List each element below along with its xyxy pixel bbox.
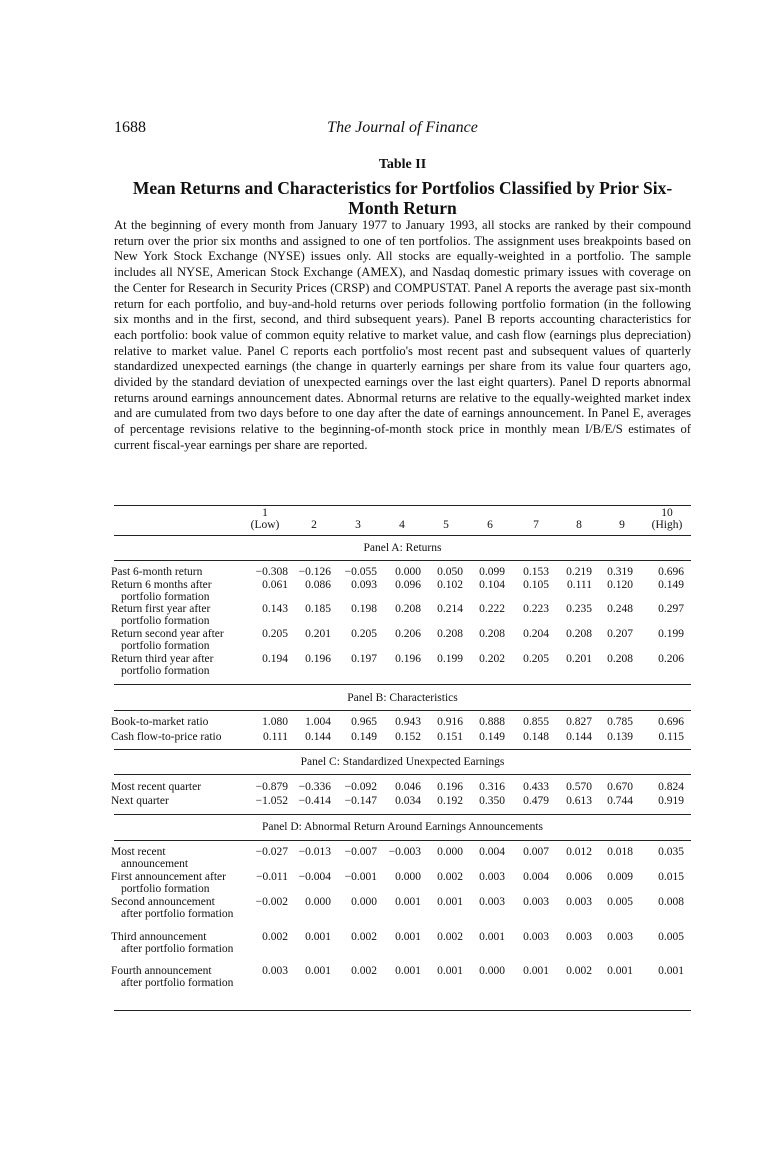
table-cell: 0.035 bbox=[658, 846, 684, 858]
table-cell: 0.208 bbox=[566, 628, 592, 640]
table-cell: 0.102 bbox=[437, 579, 463, 591]
table-cell: 0.316 bbox=[479, 781, 505, 793]
table-cell: 0.222 bbox=[479, 603, 505, 615]
table-cell: 0.000 bbox=[479, 965, 505, 977]
table-cell: 0.350 bbox=[479, 795, 505, 807]
table-cell: 0.696 bbox=[658, 566, 684, 578]
table-cell: 0.297 bbox=[658, 603, 684, 615]
column-number: 1 bbox=[262, 507, 268, 519]
table-cell: 0.006 bbox=[566, 871, 592, 883]
table-cell: 0.248 bbox=[607, 603, 633, 615]
column-header bbox=[240, 507, 290, 531]
table-cell: 0.115 bbox=[658, 731, 684, 743]
table-cell: 0.319 bbox=[607, 566, 633, 578]
table-cell: 0.149 bbox=[351, 731, 377, 743]
table-cell: 0.670 bbox=[607, 781, 633, 793]
table-cell: 0.001 bbox=[305, 931, 331, 943]
row-label-line: Most recent bbox=[111, 846, 166, 858]
column-number: 10 bbox=[661, 507, 673, 519]
table-cell: 0.001 bbox=[479, 931, 505, 943]
table-cell: −0.007 bbox=[344, 846, 377, 858]
row-label-continuation: announcement bbox=[121, 857, 189, 870]
table-cell: −0.001 bbox=[344, 871, 377, 883]
row-label-continuation: portfolio formation bbox=[121, 590, 210, 603]
table-cell: 0.148 bbox=[523, 731, 549, 743]
column-header bbox=[642, 507, 692, 531]
table-cell: 1.080 bbox=[262, 716, 288, 728]
row-label-line: Past 6-month return bbox=[111, 566, 203, 578]
table-cell: 0.061 bbox=[262, 579, 288, 591]
table-cell: 0.192 bbox=[437, 795, 463, 807]
table-cell: 0.196 bbox=[395, 653, 421, 665]
table-cell: 0.000 bbox=[437, 846, 463, 858]
table-cell: 0.204 bbox=[523, 628, 549, 640]
row-label-continuation: after portfolio formation bbox=[121, 976, 234, 989]
table-cell: 0.235 bbox=[566, 603, 592, 615]
panel-title: Panel D: Abnormal Return Around Earnings Announcements bbox=[261, 821, 544, 833]
table-cell: 0.205 bbox=[262, 628, 288, 640]
table-cell: 0.208 bbox=[607, 653, 633, 665]
row-label-continuation: portfolio formation bbox=[121, 664, 210, 677]
table-cell: 0.001 bbox=[607, 965, 633, 977]
table-cell: 0.003 bbox=[566, 931, 592, 943]
column-header bbox=[597, 507, 647, 531]
panel-title: Panel A: Returns bbox=[363, 542, 442, 554]
table-cell: 0.000 bbox=[395, 566, 421, 578]
column-header bbox=[377, 507, 427, 531]
row-label-line: Most recent quarter bbox=[111, 781, 202, 793]
table-cell: 0.096 bbox=[395, 579, 421, 591]
table-cell: 0.206 bbox=[658, 653, 684, 665]
table-cell: 0.046 bbox=[395, 781, 421, 793]
table-cell: 0.916 bbox=[437, 716, 463, 728]
panel-rule-above bbox=[114, 749, 691, 750]
row-label-line: Return first year after bbox=[111, 603, 211, 615]
table-cell: 0.201 bbox=[566, 653, 592, 665]
table-cell: 0.208 bbox=[479, 628, 505, 640]
table-caption: At the beginning of every month from January 1977 to January 1993, all stocks are ranked by their compound return over the prior six months and assigned to one of ten portfolios. The assignment uses breakpoints based on New York Stock Exchange (NYSE) issues only. All stocks are equally-weighted in a portfolio. The sample includes all NYSE, American Stock Exchange (AMEX), and Nasdaq domestic primary issues with coverage on the Center for Research in Security Prices (CRSP) and COMPUSTAT. Panel A reports the average past six-month return for each portfolio, and buy-and-hold returns over periods following portfolio formation (in the following six months and in the first, second, and third subsequent years). Panel B reports accounting characteristics for each portfolio: book value of common equity relative to market value, and cash flow (earnings plus depreciation) relative to market value. Panel C reports each portfolio's most recent past and subsequent values of quarterly standardized unexpected earnings (the change in quarterly earnings per share from its value four quarters ago, divided by the standard deviation of unexpected earnings over the last eight quarters). Panel D reports abnormal returns around earnings announcement dates. Abnormal returns are relative to the equally-weighted market index and are cumulated from two days before to one day after the date of earnings announcement. In Panel E, averages of percentage revisions relative to the beginning-of-month stock price in monthly mean I/B/E/S estimates of current fiscal-year earnings per share are reported. bbox=[114, 218, 691, 452]
row-label-line: First announcement after bbox=[111, 871, 226, 883]
table-cell: 0.919 bbox=[658, 795, 684, 807]
table-cell: 0.018 bbox=[607, 846, 633, 858]
running-head bbox=[114, 119, 691, 139]
table-cell: 0.196 bbox=[305, 653, 331, 665]
table-cell: 0.004 bbox=[479, 846, 505, 858]
journal-name: The Journal of Finance bbox=[327, 119, 478, 136]
table-cell: 0.199 bbox=[437, 653, 463, 665]
table-cell: 0.943 bbox=[395, 716, 421, 728]
table-cell: 0.696 bbox=[658, 716, 684, 728]
page-number: 1688 bbox=[114, 119, 146, 136]
table-cell: 0.003 bbox=[523, 931, 549, 943]
table-cell: 0.003 bbox=[479, 871, 505, 883]
table-cell: 0.205 bbox=[523, 653, 549, 665]
row-label-line: Fourth announcement bbox=[111, 965, 212, 977]
column-number: 8 bbox=[576, 519, 582, 531]
table-cell: 0.008 bbox=[658, 896, 684, 908]
table-cell: 0.005 bbox=[607, 896, 633, 908]
column-number: 5 bbox=[443, 519, 449, 531]
row-label-continuation: after portfolio formation bbox=[121, 907, 234, 920]
table-cell: 0.000 bbox=[305, 896, 331, 908]
table-cell: 0.001 bbox=[658, 965, 684, 977]
column-header bbox=[465, 507, 515, 531]
table-cell: 0.001 bbox=[395, 965, 421, 977]
panel-rule-below bbox=[114, 710, 691, 711]
panel-rule-above bbox=[114, 535, 691, 536]
column-header bbox=[289, 507, 339, 531]
panel-title: Panel C: Standardized Unexpected Earnings bbox=[300, 756, 505, 768]
table-cell: 0.003 bbox=[566, 896, 592, 908]
column-number: 3 bbox=[355, 519, 361, 531]
table-cell: 0.002 bbox=[262, 931, 288, 943]
table-cell: 0.002 bbox=[351, 931, 377, 943]
table-cell: 0.207 bbox=[607, 628, 633, 640]
table-cell: 0.001 bbox=[395, 896, 421, 908]
panel-title: Panel B: Characteristics bbox=[347, 692, 458, 704]
table-cell: 0.194 bbox=[262, 653, 288, 665]
table-cell: 0.479 bbox=[523, 795, 549, 807]
panel-rule-above bbox=[114, 684, 691, 685]
table-bottom-rule bbox=[114, 1010, 691, 1011]
panel-rule-below bbox=[114, 774, 691, 775]
panel-rule-below bbox=[114, 560, 691, 561]
row-label-line: Cash flow-to-price ratio bbox=[111, 731, 222, 743]
table-cell: 0.198 bbox=[351, 603, 377, 615]
table-cell: 1.004 bbox=[305, 716, 331, 728]
table-cell: 0.139 bbox=[607, 731, 633, 743]
table-cell: 0.086 bbox=[305, 579, 331, 591]
table-cell: 0.000 bbox=[351, 896, 377, 908]
column-number: 2 bbox=[311, 519, 317, 531]
column-header bbox=[421, 507, 471, 531]
table-cell: 0.153 bbox=[523, 566, 549, 578]
table-cell: 0.104 bbox=[479, 579, 505, 591]
table-cell: 0.199 bbox=[658, 628, 684, 640]
row-label-line: Second announcement bbox=[111, 896, 215, 908]
table-cell: −0.308 bbox=[255, 566, 288, 578]
row-label-continuation: portfolio formation bbox=[121, 882, 210, 895]
table-cell: 0.827 bbox=[566, 716, 592, 728]
table-cell: −0.126 bbox=[298, 566, 331, 578]
table-cell: −0.027 bbox=[255, 846, 288, 858]
table-cell: −0.055 bbox=[344, 566, 377, 578]
table-cell: 0.219 bbox=[566, 566, 592, 578]
table-cell: 0.205 bbox=[351, 628, 377, 640]
table-cell: 0.144 bbox=[566, 731, 592, 743]
table-cell: 0.151 bbox=[437, 731, 463, 743]
row-label-line: Next quarter bbox=[111, 795, 169, 807]
table-cell: 0.015 bbox=[658, 871, 684, 883]
table-cell: −0.147 bbox=[344, 795, 377, 807]
row-label-line: Return 6 months after bbox=[111, 579, 212, 591]
table-cell: 0.012 bbox=[566, 846, 592, 858]
column-number: 6 bbox=[487, 519, 493, 531]
table-cell: 0.003 bbox=[262, 965, 288, 977]
table-cell: 0.002 bbox=[437, 871, 463, 883]
table-cell: 0.824 bbox=[658, 781, 684, 793]
table-cell: 0.105 bbox=[523, 579, 549, 591]
row-label-continuation: after portfolio formation bbox=[121, 942, 234, 955]
table-cell: 0.143 bbox=[262, 603, 288, 615]
table-cell: 0.201 bbox=[305, 628, 331, 640]
column-number: 4 bbox=[399, 519, 405, 531]
table-cell: 0.206 bbox=[395, 628, 421, 640]
table-cell: 0.111 bbox=[262, 731, 288, 743]
table-cell: 0.196 bbox=[437, 781, 463, 793]
column-sublabel: (Low) bbox=[250, 519, 280, 531]
table-cell: 0.001 bbox=[305, 965, 331, 977]
table-cell: −0.414 bbox=[298, 795, 331, 807]
table-cell: 0.001 bbox=[523, 965, 549, 977]
table-cell: 0.149 bbox=[658, 579, 684, 591]
table-cell: 0.007 bbox=[523, 846, 549, 858]
table-cell: −0.879 bbox=[255, 781, 288, 793]
row-label-line: Return second year after bbox=[111, 628, 224, 640]
table-cell: −1.052 bbox=[255, 795, 288, 807]
table-cell: 0.002 bbox=[437, 931, 463, 943]
table-cell: 0.003 bbox=[607, 931, 633, 943]
panel-rule-below bbox=[114, 840, 691, 841]
table-title: Mean Returns and Characteristics for Portfolios Classified by Prior Six-Month Return bbox=[132, 178, 673, 218]
table-cell: 0.888 bbox=[479, 716, 505, 728]
table-cell: 0.197 bbox=[351, 653, 377, 665]
table-label: Table II bbox=[378, 157, 427, 172]
row-label-continuation: portfolio formation bbox=[121, 614, 210, 627]
table-cell: 0.570 bbox=[566, 781, 592, 793]
table-cell: 0.214 bbox=[437, 603, 463, 615]
table-cell: 0.223 bbox=[523, 603, 549, 615]
table-cell: 0.050 bbox=[437, 566, 463, 578]
table-cell: −0.013 bbox=[298, 846, 331, 858]
table-cell: 0.001 bbox=[437, 896, 463, 908]
table-cell: −0.003 bbox=[388, 846, 421, 858]
table-cell: 0.208 bbox=[395, 603, 421, 615]
table-cell: −0.011 bbox=[256, 871, 288, 883]
table-cell: 0.208 bbox=[437, 628, 463, 640]
table-cell: 0.009 bbox=[607, 871, 633, 883]
table-cell: 0.433 bbox=[523, 781, 549, 793]
table-cell: 0.003 bbox=[523, 896, 549, 908]
table-cell: 0.185 bbox=[305, 603, 331, 615]
table-cell: 0.613 bbox=[566, 795, 592, 807]
table-cell: 0.002 bbox=[566, 965, 592, 977]
row-label-continuation: portfolio formation bbox=[121, 639, 210, 652]
table-cell: −0.002 bbox=[255, 896, 288, 908]
table-cell: 0.965 bbox=[351, 716, 377, 728]
column-sublabel: (High) bbox=[651, 519, 683, 531]
table-cell: 0.149 bbox=[479, 731, 505, 743]
column-number: 7 bbox=[533, 519, 539, 531]
table-cell: 0.034 bbox=[395, 795, 421, 807]
table-cell: −0.004 bbox=[298, 871, 331, 883]
table-cell: 0.111 bbox=[566, 579, 592, 591]
table-cell: −0.092 bbox=[344, 781, 377, 793]
table-cell: 0.202 bbox=[479, 653, 505, 665]
table-cell: 0.000 bbox=[395, 871, 421, 883]
table-cell: 0.003 bbox=[479, 896, 505, 908]
table-cell: 0.005 bbox=[658, 931, 684, 943]
column-header bbox=[333, 507, 383, 531]
row-label-line: Return third year after bbox=[111, 653, 214, 665]
table-cell: 0.093 bbox=[351, 579, 377, 591]
table-cell: 0.785 bbox=[607, 716, 633, 728]
table-cell: 0.002 bbox=[351, 965, 377, 977]
table-cell: −0.336 bbox=[298, 781, 331, 793]
table-cell: 0.120 bbox=[607, 579, 633, 591]
table-cell: 0.001 bbox=[437, 965, 463, 977]
table-cell: 0.855 bbox=[523, 716, 549, 728]
column-number: 9 bbox=[619, 519, 625, 531]
row-label-line: Book-to-market ratio bbox=[111, 716, 209, 728]
table-cell: 0.744 bbox=[607, 795, 633, 807]
panel-rule-above bbox=[114, 814, 691, 815]
table-cell: 0.152 bbox=[395, 731, 421, 743]
row-label-line: Third announcement bbox=[111, 931, 207, 943]
table-cell: 0.001 bbox=[395, 931, 421, 943]
table-cell: 0.144 bbox=[305, 731, 331, 743]
table-top-rule bbox=[114, 505, 691, 506]
table-cell: 0.099 bbox=[479, 566, 505, 578]
table-cell: 0.004 bbox=[523, 871, 549, 883]
